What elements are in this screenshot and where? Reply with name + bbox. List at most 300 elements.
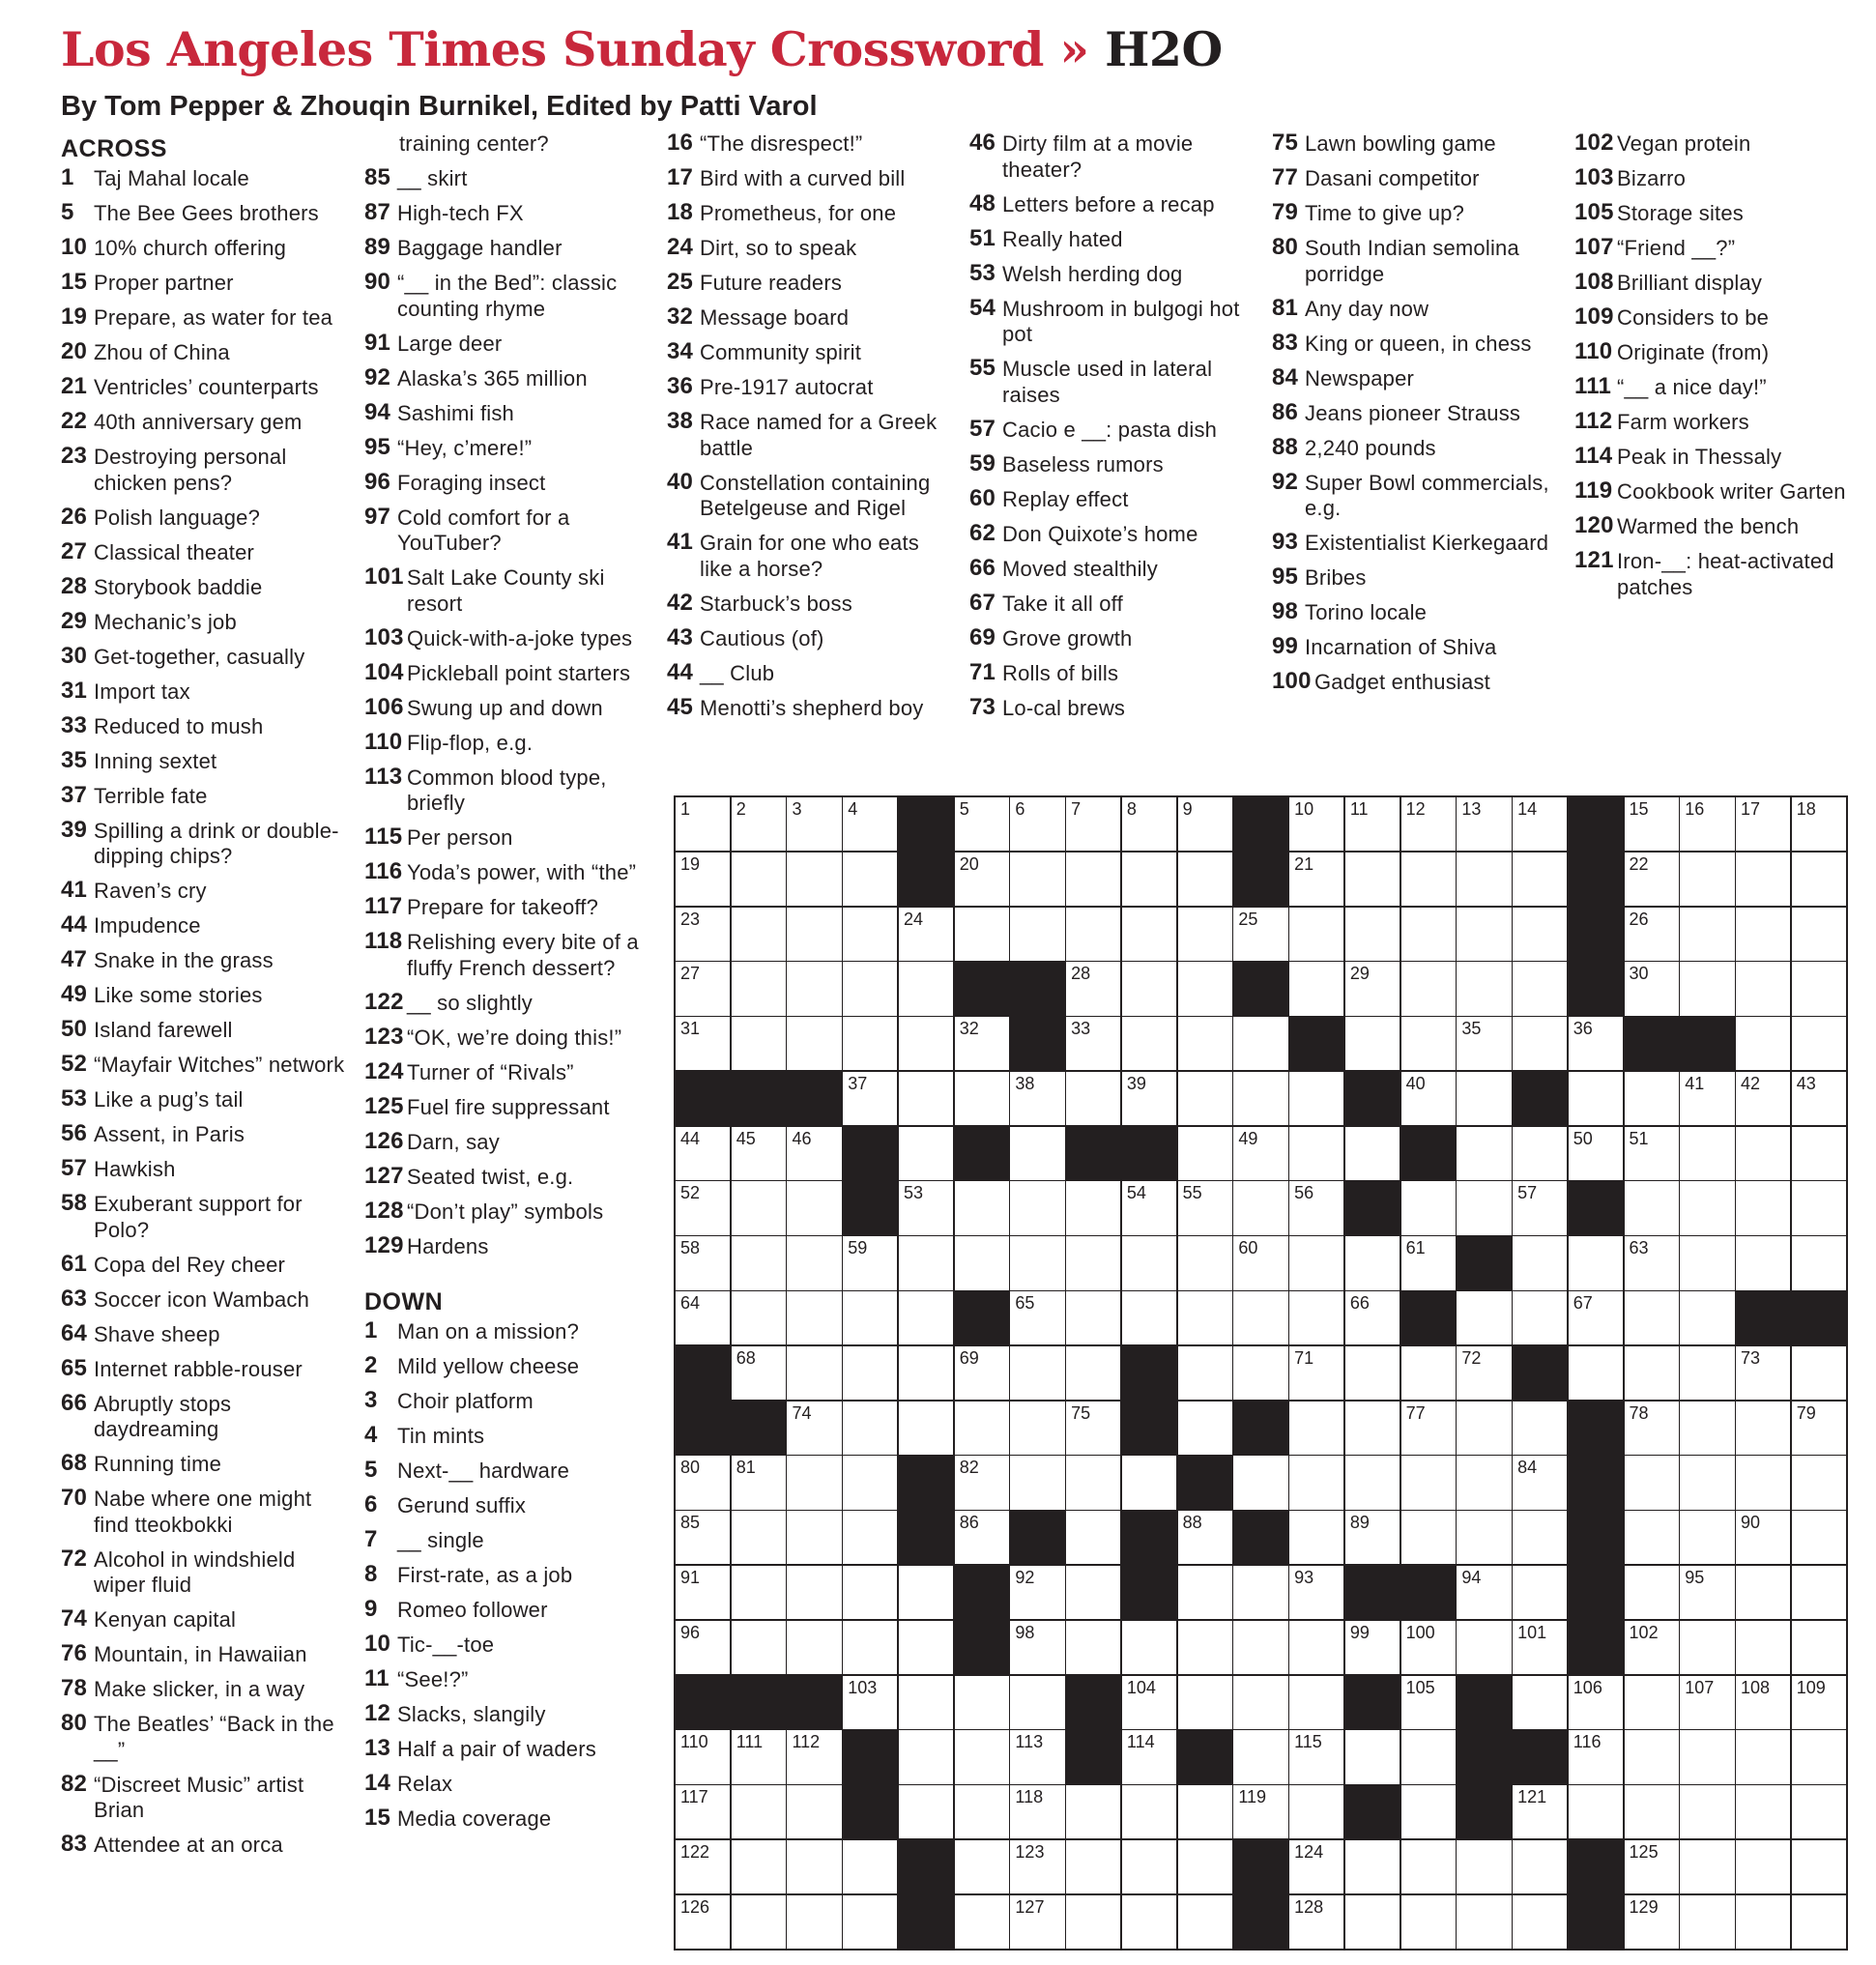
grid-cell[interactable]: [1122, 1621, 1176, 1674]
grid-cell[interactable]: [1345, 797, 1400, 851]
grid-cell[interactable]: [676, 1291, 730, 1344]
grid-cell[interactable]: [1122, 1730, 1176, 1783]
grid-cell[interactable]: [843, 1402, 897, 1455]
grid-cell[interactable]: [1736, 1072, 1790, 1125]
grid-cell[interactable]: [843, 1621, 897, 1674]
grid-cell[interactable]: [1122, 852, 1176, 906]
grid-cell[interactable]: [1513, 908, 1567, 961]
grid-cell[interactable]: [1680, 1456, 1734, 1509]
grid-cell[interactable]: [1345, 1895, 1400, 1949]
grid-cell[interactable]: [1345, 1511, 1400, 1564]
grid-cell[interactable]: [1010, 1456, 1064, 1509]
grid-cell[interactable]: [1792, 1017, 1846, 1070]
grid-cell[interactable]: [1792, 1840, 1846, 1893]
grid-cell[interactable]: [732, 1456, 786, 1509]
grid-cell[interactable]: [1792, 908, 1846, 961]
grid-cell[interactable]: [1345, 1840, 1400, 1893]
grid-cell[interactable]: [843, 1895, 897, 1949]
grid-cell[interactable]: [1569, 1730, 1623, 1783]
grid-cell[interactable]: [1513, 1840, 1567, 1893]
grid-cell[interactable]: [1178, 1676, 1232, 1729]
grid-cell[interactable]: [787, 1621, 841, 1674]
grid-cell[interactable]: [1233, 1621, 1287, 1674]
grid-cell[interactable]: [1289, 962, 1343, 1015]
grid-cell[interactable]: [1569, 1346, 1623, 1400]
grid-cell[interactable]: [732, 852, 786, 906]
grid-cell[interactable]: [1010, 1676, 1064, 1729]
grid-cell[interactable]: [1625, 1072, 1679, 1125]
grid-cell[interactable]: [1457, 908, 1511, 961]
grid-cell[interactable]: [1457, 1402, 1511, 1455]
grid-cell[interactable]: [955, 1236, 1009, 1289]
grid-cell[interactable]: [1513, 1621, 1567, 1674]
grid-cell[interactable]: [843, 852, 897, 906]
grid-cell[interactable]: [1401, 1511, 1456, 1564]
grid-cell[interactable]: [1680, 1840, 1734, 1893]
grid-cell[interactable]: [1345, 962, 1400, 1015]
grid-cell[interactable]: [732, 1840, 786, 1893]
grid-cell[interactable]: [676, 1621, 730, 1674]
grid-cell[interactable]: [1625, 1676, 1679, 1729]
grid-cell[interactable]: [1122, 1291, 1176, 1344]
grid-cell[interactable]: [1289, 1456, 1343, 1509]
grid-cell[interactable]: [1625, 1402, 1679, 1455]
grid-cell[interactable]: [1625, 1291, 1679, 1344]
grid-cell[interactable]: [1625, 1895, 1679, 1949]
grid-cell[interactable]: [1680, 1895, 1734, 1949]
grid-cell[interactable]: [1233, 1127, 1287, 1180]
grid-cell[interactable]: [1345, 1346, 1400, 1400]
grid-cell[interactable]: [1289, 1072, 1343, 1125]
grid-cell[interactable]: [1066, 1291, 1120, 1344]
grid-cell[interactable]: [1736, 1511, 1790, 1564]
grid-cell[interactable]: [1792, 797, 1846, 851]
grid-cell[interactable]: [899, 1017, 953, 1070]
grid-cell[interactable]: [1178, 1181, 1232, 1234]
grid-cell[interactable]: [843, 1346, 897, 1400]
grid-cell[interactable]: [1513, 1785, 1567, 1838]
grid-cell[interactable]: [1736, 908, 1790, 961]
grid-cell[interactable]: [1401, 1730, 1456, 1783]
grid-cell[interactable]: [1736, 1127, 1790, 1180]
grid-cell[interactable]: [1513, 1017, 1567, 1070]
grid-cell[interactable]: [843, 1511, 897, 1564]
grid-cell[interactable]: [1010, 1621, 1064, 1674]
grid-cell[interactable]: [732, 1785, 786, 1838]
grid-cell[interactable]: [1066, 1511, 1120, 1564]
grid-cell[interactable]: [787, 1785, 841, 1838]
grid-cell[interactable]: [1457, 962, 1511, 1015]
grid-cell[interactable]: [1233, 1017, 1287, 1070]
grid-cell[interactable]: [1457, 1566, 1511, 1619]
grid-cell[interactable]: [1289, 1402, 1343, 1455]
grid-cell[interactable]: [1457, 1291, 1511, 1344]
grid-cell[interactable]: [1233, 1346, 1287, 1400]
grid-cell[interactable]: [1178, 1895, 1232, 1949]
grid-cell[interactable]: [1010, 1346, 1064, 1400]
grid-cell[interactable]: [899, 1566, 953, 1619]
grid-cell[interactable]: [1680, 852, 1734, 906]
grid-cell[interactable]: [1122, 1456, 1176, 1509]
grid-cell[interactable]: [1625, 1456, 1679, 1509]
grid-cell[interactable]: [787, 1840, 841, 1893]
grid-cell[interactable]: [955, 1895, 1009, 1949]
grid-cell[interactable]: [1457, 1840, 1511, 1893]
grid-cell[interactable]: [1457, 1511, 1511, 1564]
grid-cell[interactable]: [676, 1017, 730, 1070]
grid-cell[interactable]: [899, 1621, 953, 1674]
grid-cell[interactable]: [1736, 1017, 1790, 1070]
grid-cell[interactable]: [732, 1895, 786, 1949]
grid-cell[interactable]: [955, 1017, 1009, 1070]
grid-cell[interactable]: [1792, 1181, 1846, 1234]
grid-cell[interactable]: [1066, 1402, 1120, 1455]
grid-cell[interactable]: [1513, 1236, 1567, 1289]
grid-cell[interactable]: [1736, 1181, 1790, 1234]
grid-cell[interactable]: [1401, 1236, 1456, 1289]
grid-cell[interactable]: [1010, 1236, 1064, 1289]
grid-cell[interactable]: [1178, 1291, 1232, 1344]
grid-cell[interactable]: [1513, 1402, 1567, 1455]
grid-cell[interactable]: [1178, 1072, 1232, 1125]
grid-cell[interactable]: [1792, 1346, 1846, 1400]
grid-cell[interactable]: [676, 852, 730, 906]
grid-cell[interactable]: [787, 1127, 841, 1180]
grid-cell[interactable]: [1401, 1456, 1456, 1509]
grid-cell[interactable]: [1066, 1017, 1120, 1070]
grid-cell[interactable]: [1680, 1566, 1734, 1619]
grid-cell[interactable]: [1233, 1785, 1287, 1838]
grid-cell[interactable]: [1289, 1621, 1343, 1674]
grid-cell[interactable]: [1680, 1621, 1734, 1674]
grid-cell[interactable]: [1345, 908, 1400, 961]
grid-cell[interactable]: [1289, 852, 1343, 906]
grid-cell[interactable]: [955, 1346, 1009, 1400]
grid-cell[interactable]: [1625, 1730, 1679, 1783]
grid-cell[interactable]: [899, 1785, 953, 1838]
grid-cell[interactable]: [1178, 1511, 1232, 1564]
grid-cell[interactable]: [1401, 1676, 1456, 1729]
grid-cell[interactable]: [1401, 852, 1456, 906]
grid-cell[interactable]: [1289, 1291, 1343, 1344]
grid-cell[interactable]: [1066, 1236, 1120, 1289]
grid-cell[interactable]: [1513, 1511, 1567, 1564]
grid-cell[interactable]: [1345, 1402, 1400, 1455]
grid-cell[interactable]: [1736, 1566, 1790, 1619]
grid-cell[interactable]: [1457, 1621, 1511, 1674]
grid-cell[interactable]: [1513, 1566, 1567, 1619]
grid-cell[interactable]: [787, 797, 841, 851]
grid-cell[interactable]: [1680, 1730, 1734, 1783]
grid-cell[interactable]: [1736, 797, 1790, 851]
grid-cell[interactable]: [1233, 1181, 1287, 1234]
grid-cell[interactable]: [1457, 1181, 1511, 1234]
grid-cell[interactable]: [1010, 1402, 1064, 1455]
grid-cell[interactable]: [1792, 1730, 1846, 1783]
grid-cell[interactable]: [899, 908, 953, 961]
grid-cell[interactable]: [1625, 1181, 1679, 1234]
grid-cell[interactable]: [1345, 852, 1400, 906]
grid-cell[interactable]: [1066, 852, 1120, 906]
grid-cell[interactable]: [1289, 1895, 1343, 1949]
grid-cell[interactable]: [1178, 1840, 1232, 1893]
grid-cell[interactable]: [787, 1730, 841, 1783]
grid-cell[interactable]: [843, 797, 897, 851]
grid-cell[interactable]: [787, 1236, 841, 1289]
grid-cell[interactable]: [1122, 962, 1176, 1015]
grid-cell[interactable]: [1401, 1785, 1456, 1838]
grid-cell[interactable]: [1289, 1566, 1343, 1619]
grid-cell[interactable]: [732, 1291, 786, 1344]
grid-cell[interactable]: [1122, 1895, 1176, 1949]
grid-cell[interactable]: [732, 1017, 786, 1070]
grid-cell[interactable]: [843, 1236, 897, 1289]
grid-cell[interactable]: [1792, 1456, 1846, 1509]
grid-cell[interactable]: [1401, 1017, 1456, 1070]
grid-cell[interactable]: [1178, 1566, 1232, 1619]
grid-cell[interactable]: [1066, 1346, 1120, 1400]
grid-cell[interactable]: [1625, 962, 1679, 1015]
grid-cell[interactable]: [1513, 962, 1567, 1015]
grid-cell[interactable]: [899, 1730, 953, 1783]
grid-cell[interactable]: [1569, 1676, 1623, 1729]
grid-cell[interactable]: [1625, 1346, 1679, 1400]
grid-cell[interactable]: [1178, 1785, 1232, 1838]
grid-cell[interactable]: [676, 1785, 730, 1838]
grid-cell[interactable]: [1792, 1511, 1846, 1564]
grid-cell[interactable]: [843, 962, 897, 1015]
grid-cell[interactable]: [955, 1730, 1009, 1783]
grid-cell[interactable]: [1122, 1785, 1176, 1838]
grid-cell[interactable]: [1625, 1621, 1679, 1674]
grid-cell[interactable]: [1680, 797, 1734, 851]
grid-cell[interactable]: [1736, 1236, 1790, 1289]
grid-cell[interactable]: [1010, 908, 1064, 961]
grid-cell[interactable]: [1233, 1730, 1287, 1783]
grid-cell[interactable]: [1736, 1621, 1790, 1674]
grid-cell[interactable]: [732, 1236, 786, 1289]
grid-cell[interactable]: [732, 1621, 786, 1674]
grid-cell[interactable]: [787, 1291, 841, 1344]
grid-cell[interactable]: [1289, 1785, 1343, 1838]
grid-cell[interactable]: [676, 1456, 730, 1509]
grid-cell[interactable]: [676, 962, 730, 1015]
grid-cell[interactable]: [1345, 1730, 1400, 1783]
grid-cell[interactable]: [1625, 1785, 1679, 1838]
grid-cell[interactable]: [1680, 1181, 1734, 1234]
grid-cell[interactable]: [732, 1566, 786, 1619]
grid-cell[interactable]: [1345, 1621, 1400, 1674]
grid-cell[interactable]: [1401, 962, 1456, 1015]
grid-cell[interactable]: [1680, 1236, 1734, 1289]
grid-cell[interactable]: [1010, 1785, 1064, 1838]
grid-cell[interactable]: [1736, 1895, 1790, 1949]
grid-cell[interactable]: [1680, 908, 1734, 961]
grid-cell[interactable]: [1289, 908, 1343, 961]
grid-cell[interactable]: [1345, 1236, 1400, 1289]
grid-cell[interactable]: [1680, 1291, 1734, 1344]
grid-cell[interactable]: [1792, 1127, 1846, 1180]
grid-cell[interactable]: [1513, 1181, 1567, 1234]
grid-cell[interactable]: [899, 1127, 953, 1180]
grid-cell[interactable]: [1289, 1346, 1343, 1400]
grid-cell[interactable]: [955, 1840, 1009, 1893]
grid-cell[interactable]: [1625, 1566, 1679, 1619]
grid-cell[interactable]: [1122, 797, 1176, 851]
grid-cell[interactable]: [1625, 1236, 1679, 1289]
grid-cell[interactable]: [1736, 1676, 1790, 1729]
grid-cell[interactable]: [1289, 1676, 1343, 1729]
grid-cell[interactable]: [1233, 1236, 1287, 1289]
grid-cell[interactable]: [955, 1511, 1009, 1564]
grid-cell[interactable]: [1625, 1127, 1679, 1180]
grid-cell[interactable]: [1345, 1291, 1400, 1344]
grid-cell[interactable]: [732, 962, 786, 1015]
grid-cell[interactable]: [955, 1072, 1009, 1125]
grid-cell[interactable]: [1122, 1181, 1176, 1234]
grid-cell[interactable]: [732, 797, 786, 851]
grid-cell[interactable]: [1792, 962, 1846, 1015]
grid-cell[interactable]: [1680, 1127, 1734, 1180]
grid-cell[interactable]: [899, 1181, 953, 1234]
grid-cell[interactable]: [843, 1072, 897, 1125]
grid-cell[interactable]: [1178, 1017, 1232, 1070]
grid-cell[interactable]: [1401, 1072, 1456, 1125]
grid-cell[interactable]: [1625, 1511, 1679, 1564]
grid-cell[interactable]: [1457, 1017, 1511, 1070]
grid-cell[interactable]: [787, 1346, 841, 1400]
grid-cell[interactable]: [787, 1456, 841, 1509]
grid-cell[interactable]: [1289, 1181, 1343, 1234]
grid-cell[interactable]: [1122, 1676, 1176, 1729]
grid-cell[interactable]: [1457, 1456, 1511, 1509]
grid-cell[interactable]: [1569, 1017, 1623, 1070]
grid-cell[interactable]: [1010, 1566, 1064, 1619]
grid-cell[interactable]: [676, 1127, 730, 1180]
grid-cell[interactable]: [1010, 1730, 1064, 1783]
grid-cell[interactable]: [1122, 1017, 1176, 1070]
grid-cell[interactable]: [1680, 1785, 1734, 1838]
grid-cell[interactable]: [1289, 1511, 1343, 1564]
grid-cell[interactable]: [899, 1346, 953, 1400]
grid-cell[interactable]: [1680, 1676, 1734, 1729]
grid-cell[interactable]: [1680, 1346, 1734, 1400]
grid-cell[interactable]: [1010, 1181, 1064, 1234]
grid-cell[interactable]: [787, 1181, 841, 1234]
grid-cell[interactable]: [1289, 1840, 1343, 1893]
grid-cell[interactable]: [1010, 1840, 1064, 1893]
grid-cell[interactable]: [1066, 1181, 1120, 1234]
grid-cell[interactable]: [676, 797, 730, 851]
grid-cell[interactable]: [899, 1072, 953, 1125]
grid-cell[interactable]: [1010, 797, 1064, 851]
grid-cell[interactable]: [1010, 1072, 1064, 1125]
grid-cell[interactable]: [1178, 1346, 1232, 1400]
grid-cell[interactable]: [1233, 1291, 1287, 1344]
grid-cell[interactable]: [1233, 1566, 1287, 1619]
grid-cell[interactable]: [1792, 1676, 1846, 1729]
grid-cell[interactable]: [1513, 1291, 1567, 1344]
grid-cell[interactable]: [1066, 908, 1120, 961]
grid-cell[interactable]: [1736, 962, 1790, 1015]
grid-cell[interactable]: [955, 1676, 1009, 1729]
grid-cell[interactable]: [1066, 1840, 1120, 1893]
grid-cell[interactable]: [787, 1511, 841, 1564]
grid-cell[interactable]: [955, 797, 1009, 851]
grid-cell[interactable]: [1680, 1511, 1734, 1564]
grid-cell[interactable]: [1178, 1621, 1232, 1674]
grid-cell[interactable]: [732, 1346, 786, 1400]
grid-cell[interactable]: [1289, 797, 1343, 851]
grid-cell[interactable]: [843, 1840, 897, 1893]
grid-cell[interactable]: [1010, 1291, 1064, 1344]
grid-cell[interactable]: [787, 1895, 841, 1949]
grid-cell[interactable]: [1066, 1456, 1120, 1509]
grid-cell[interactable]: [1122, 1840, 1176, 1893]
grid-cell[interactable]: [1792, 1895, 1846, 1949]
grid-cell[interactable]: [1233, 1072, 1287, 1125]
grid-cell[interactable]: [1178, 962, 1232, 1015]
grid-cell[interactable]: [1736, 1840, 1790, 1893]
grid-cell[interactable]: [1736, 1785, 1790, 1838]
grid-cell[interactable]: [1010, 1895, 1064, 1949]
grid-cell[interactable]: [732, 1127, 786, 1180]
grid-cell[interactable]: [899, 1676, 953, 1729]
grid-cell[interactable]: [1401, 797, 1456, 851]
grid-cell[interactable]: [843, 1456, 897, 1509]
grid-cell[interactable]: [1122, 1072, 1176, 1125]
grid-cell[interactable]: [676, 1730, 730, 1783]
grid-cell[interactable]: [1233, 908, 1287, 961]
grid-cell[interactable]: [1569, 1236, 1623, 1289]
grid-cell[interactable]: [843, 1017, 897, 1070]
grid-cell[interactable]: [1457, 1895, 1511, 1949]
grid-cell[interactable]: [1457, 1346, 1511, 1400]
grid-cell[interactable]: [1792, 852, 1846, 906]
grid-cell[interactable]: [1066, 1785, 1120, 1838]
grid-cell[interactable]: [676, 1895, 730, 1949]
grid-cell[interactable]: [1233, 1456, 1287, 1509]
grid-cell[interactable]: [955, 852, 1009, 906]
grid-cell[interactable]: [1792, 1566, 1846, 1619]
grid-cell[interactable]: [1792, 1072, 1846, 1125]
grid-cell[interactable]: [1625, 1840, 1679, 1893]
grid-cell[interactable]: [1792, 1236, 1846, 1289]
grid-cell[interactable]: [1457, 1127, 1511, 1180]
grid-cell[interactable]: [1401, 1621, 1456, 1674]
grid-cell[interactable]: [1625, 852, 1679, 906]
grid-cell[interactable]: [1066, 1072, 1120, 1125]
grid-cell[interactable]: [1345, 1017, 1400, 1070]
grid-cell[interactable]: [1625, 908, 1679, 961]
grid-cell[interactable]: [1066, 797, 1120, 851]
grid-cell[interactable]: [1736, 1402, 1790, 1455]
grid-cell[interactable]: [1401, 1840, 1456, 1893]
grid-cell[interactable]: [676, 1566, 730, 1619]
grid-cell[interactable]: [1401, 1346, 1456, 1400]
grid-cell[interactable]: [1401, 1181, 1456, 1234]
grid-cell[interactable]: [955, 1402, 1009, 1455]
grid-cell[interactable]: [899, 962, 953, 1015]
grid-cell[interactable]: [732, 1181, 786, 1234]
grid-cell[interactable]: [1569, 1127, 1623, 1180]
grid-cell[interactable]: [1457, 1072, 1511, 1125]
grid-cell[interactable]: [732, 908, 786, 961]
grid-cell[interactable]: [1680, 962, 1734, 1015]
grid-cell[interactable]: [1625, 797, 1679, 851]
grid-cell[interactable]: [1792, 1621, 1846, 1674]
grid-cell[interactable]: [1736, 852, 1790, 906]
